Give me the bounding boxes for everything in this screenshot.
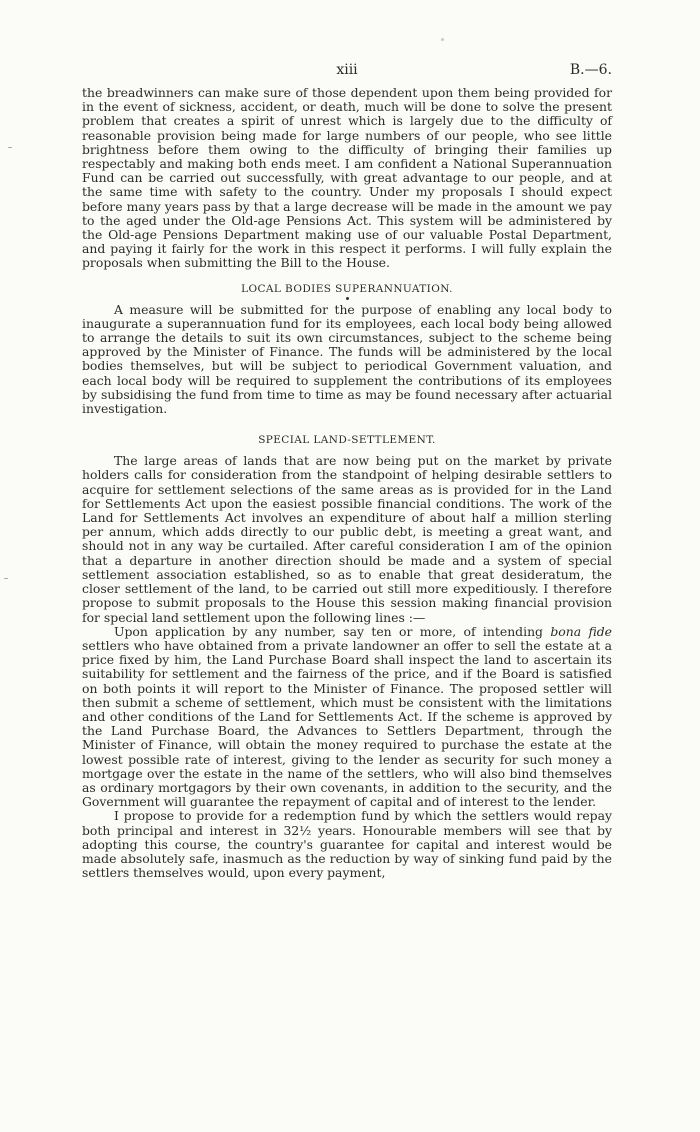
page-body [82,62,612,880]
margin-mark [4,578,8,579]
page-number: xiii [336,62,358,78]
bona-fide-italic: bona fide [550,623,612,639]
margin-mark [8,147,12,148]
paragraph-application [82,625,612,810]
paragraph-local-bodies: A measure will be submitted for the purpose of enabling any local body to inaugurate a superannuation fund for its employees, each local body being allowed to arrange the details to suit its own circumstances, subject to the scheme being approved by the Minister of Finance. The funds will be administered by the local bodies themselves, but will be subject to periodical Government valuation, and each local body will be required to supplement the contributions of its employees by subsidising the fund from time to time as may be found necessary after actuarial investigation. [82,301,612,417]
section-heading-local-bodies: LOCAL BODIES SUPERANNUATION. [241,282,453,295]
application-text-rest: settlers who have obtained from a private landowner an offer to sell the estate at a price fixed by him, the Land Purchase Board shall inspect the land to ascertain its suitability for settlement and the fairness of the price, and if the Board is satisfied on both points it will report to the Minister of Finance. The proposed settler will then submit a scheme of settlement, which must be consistent with the limitations and other conditions of the Land for Settlements Act. If the scheme is approved by the Land Purchase Board, the Advances to Settlers Department, through the Minister of Finance, will obtain the money required to purchase the estate at the lowest possible rate of interest, giving to the lender as security for such money a mortgage over the estate in the name of the settlers, who will also bind themselves as ordinary mortgagors by their own covenants, in addition to the security, and the Government will guarantee the repayment of capital and of interest to the lender. [82,637,612,810]
document-reference: B.—6. [569,62,612,78]
scan-speck [441,38,444,41]
section-heading-land-settlement: SPECIAL LAND-SETTLEMENT. [258,434,436,447]
paragraph-land-areas: The large areas of lands that are now being put on the market by private holders calls for consideration from the standpoint of helping desirable settlers to acquire for settlement selections of the same areas as is provided for in the Land for Settlements Act upon the easiest possible financial conditions. The work of the Land for Settlements Act involves an expenditure of about half a million sterling per annum, which adds directly to our public debt, is meeting a great want, and should not in any way be curtailed. After careful consideration I am of the opinion that a departure in another direction should be made and a system of special settlement association established, so as to enable that great desideratum, the closer settlement of the land, to be carried out still more expeditiously. I therefore propose to submit proposals to the House this session making financial provision for special land settlement upon the following lines :— [82,453,612,625]
application-text-start: Upon application by any number, say ten or more, of intending [114,623,551,639]
running-head [82,62,612,86]
paragraph-redemption-fund: I propose to provide for a redemption fund by which the settlers would repay both principal and interest in 32½ years. Honourable members will see that by adopting this course, the country's guarantee for capital and interest would be made absolutely safe, inasmuch as the reduction by way of sinking fund paid by the settlers themselves would, upon every payment, [82,808,612,881]
paragraph-superannuation-continued: the breadwinners can make sure of those dependent upon them being provided for in the event of sickness, accident, or death, much will be done to solve the present problem that creates a spirit of unrest which is largely due to the difficulty of reasonable provision being made for large numbers of our people, who see little brightness before them owing to the difficulty of bringing their families up respectably and making both ends meet. I am confident a National Superannuation Fund can be carried out successfully, with great advantage to our people, and at the same time with safety to the country. Under my proposals I should expect before many years pass by that a large decrease will be made in the amount we pay to the aged under the Old-age Pensions Act. This system will be administered by the Old-age Pensions Department making use of our valuable Postal Department, and paying it fairly for the work in this respect it performs. I will fully explain the proposals when submitting the Bill to the House. [82,85,612,271]
